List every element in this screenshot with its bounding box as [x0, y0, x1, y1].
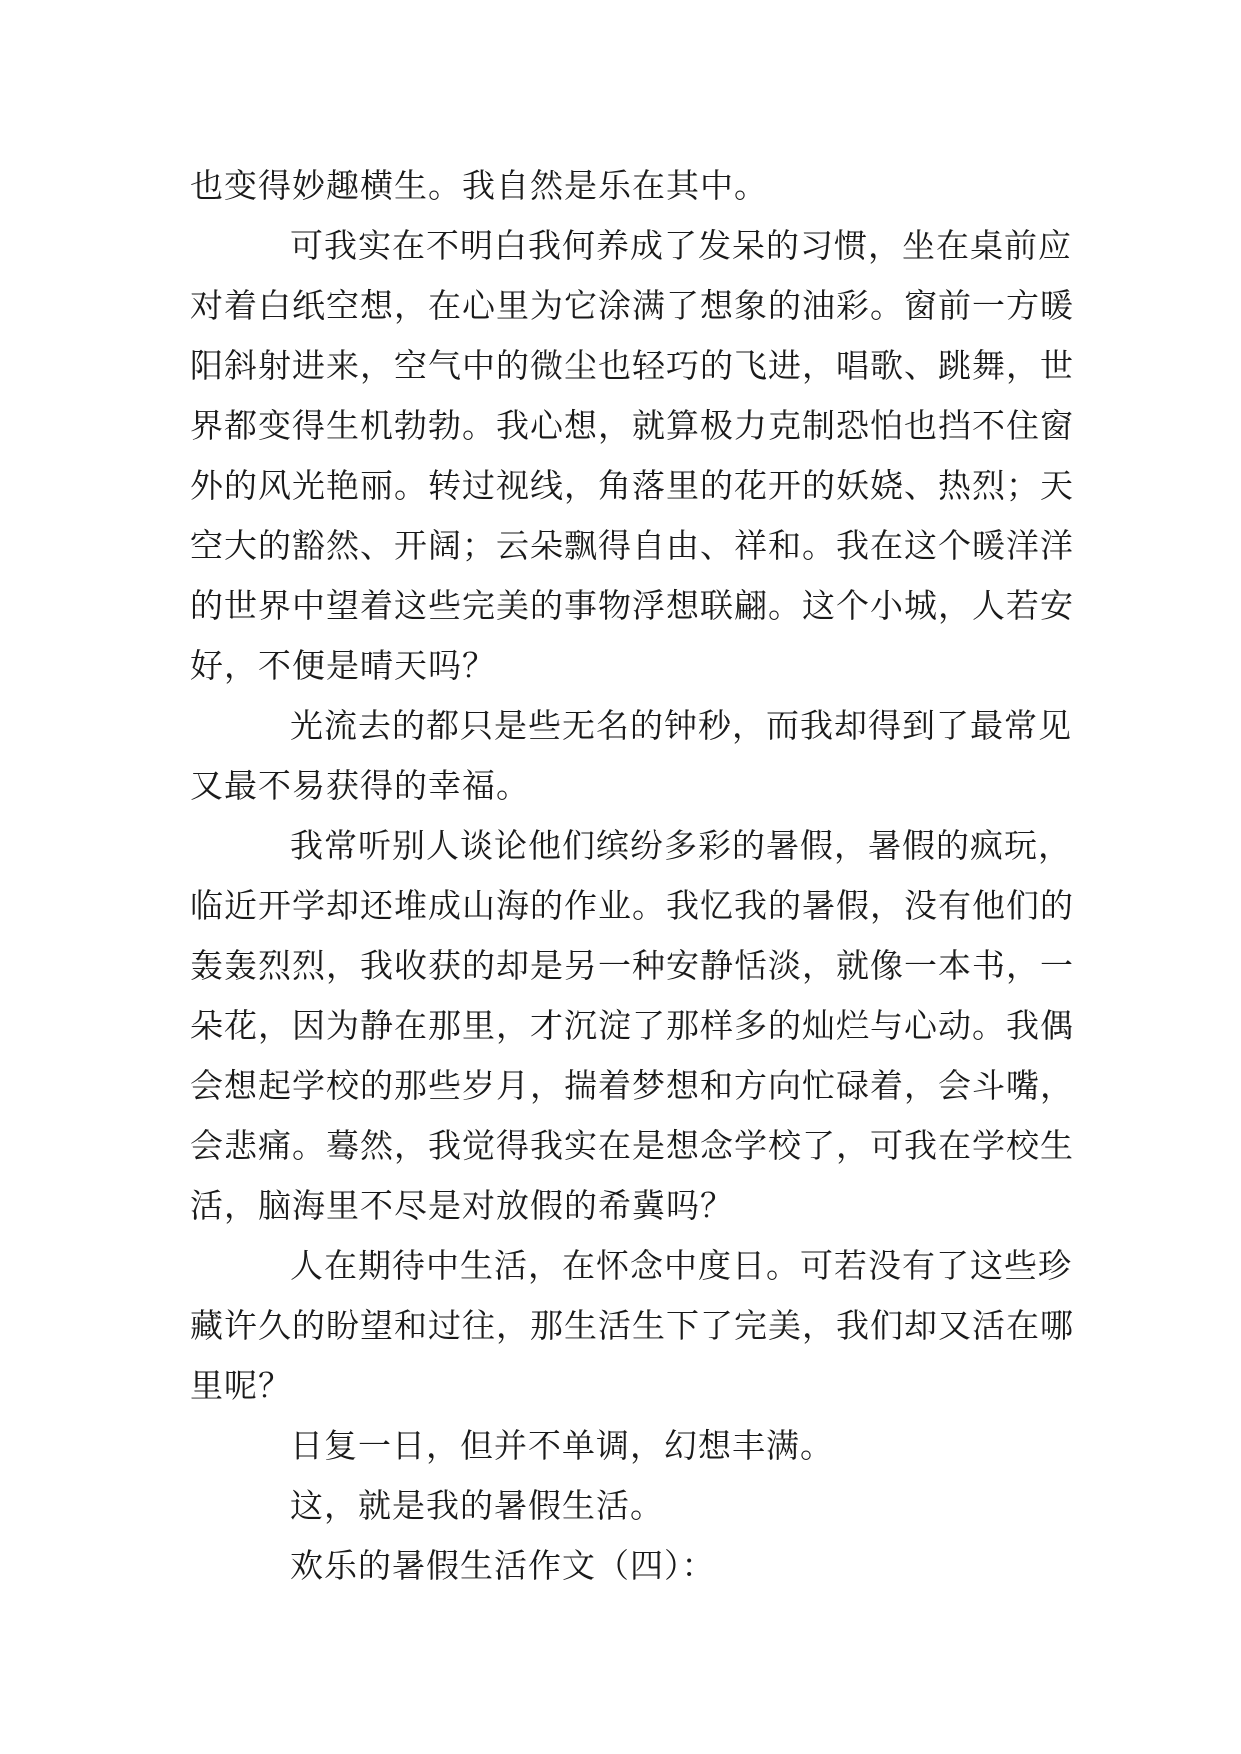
section-heading: 欢乐的暑假生活作文（四）： — [290, 1546, 716, 1585]
text-line: 对着白纸空想，在心里为它涂满了想象的油彩。窗前一方暖 — [190, 286, 1074, 325]
paragraph-first-line: 这，就是我的暑假生活。 — [290, 1486, 664, 1525]
paragraph-first-line: 我常听别人谈论他们缤纷多彩的暑假，暑假的疯玩， — [290, 826, 1072, 865]
text-line: 好，不便是晴天吗？ — [190, 646, 496, 685]
text-line: 活，脑海里不尽是对放假的希冀吗？ — [190, 1186, 734, 1225]
paragraph-first-line: 可我实在不明白我何养成了发呆的习惯，坐在桌前应 — [290, 226, 1072, 265]
text-line: 的世界中望着这些完美的事物浮想联翩。这个小城，人若安 — [190, 586, 1074, 625]
paragraph-first-line: 光流去的都只是些无名的钟秒，而我却得到了最常见 — [290, 706, 1072, 745]
text-line: 也变得妙趣横生。我自然是乐在其中。 — [190, 166, 768, 205]
paragraph-first-line: 人在期待中生活，在怀念中度日。可若没有了这些珍 — [290, 1246, 1072, 1285]
text-line: 空大的豁然、开阔；云朵飘得自由、祥和。我在这个暖洋洋 — [190, 526, 1074, 565]
text-line: 藏许久的盼望和过往，那生活生下了完美，我们却又活在哪 — [190, 1306, 1074, 1345]
text-line: 轰轰烈烈，我收获的却是另一种安静恬淡，就像一本书，一 — [190, 946, 1074, 985]
text-line: 阳斜射进来，空气中的微尘也轻巧的飞进，唱歌、跳舞，世 — [190, 346, 1074, 385]
text-line: 又最不易获得的幸福。 — [190, 766, 530, 805]
text-line: 会悲痛。蓦然，我觉得我实在是想念学校了，可我在学校生 — [190, 1126, 1074, 1165]
text-line: 会想起学校的那些岁月，揣着梦想和方向忙碌着，会斗嘴， — [190, 1066, 1074, 1105]
text-line: 临近开学却还堆成山海的作业。我忆我的暑假，没有他们的 — [190, 886, 1074, 925]
text-line: 外的风光艳丽。转过视线，角落里的花开的妖娆、热烈；天 — [190, 466, 1074, 505]
text-line: 朵花，因为静在那里，才沉淀了那样多的灿烂与心动。我偶 — [190, 1006, 1074, 1045]
paragraph-first-line: 日复一日，但并不单调，幻想丰满。 — [290, 1426, 834, 1465]
text-line: 里呢？ — [190, 1366, 292, 1405]
text-line: 界都变得生机勃勃。我心想，就算极力克制恐怕也挡不住窗 — [190, 406, 1074, 445]
